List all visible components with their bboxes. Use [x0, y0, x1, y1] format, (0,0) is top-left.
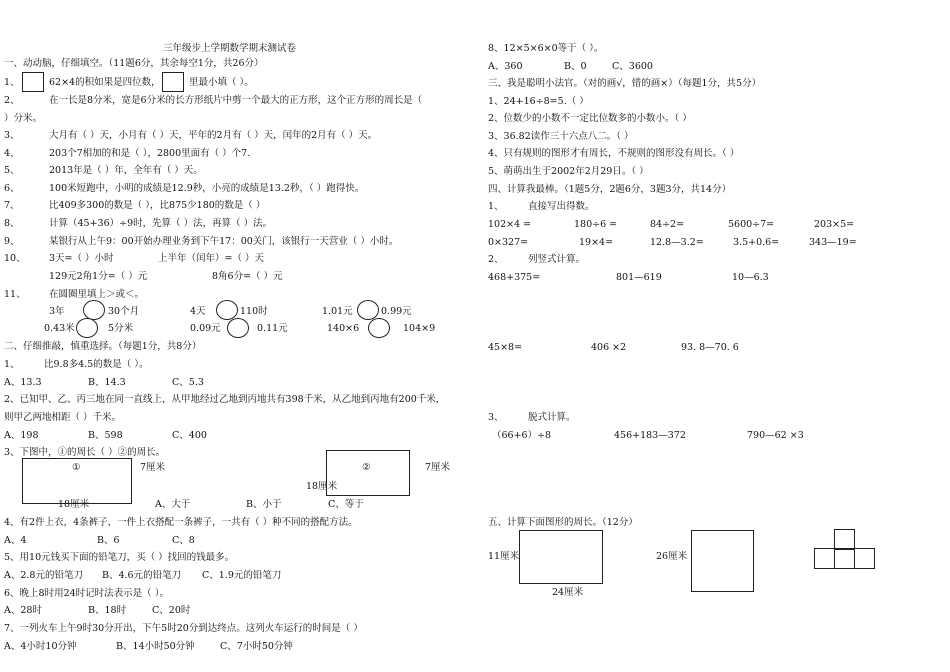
step-calc: （66+6）÷8 [492, 430, 552, 441]
q10-part-c: 129元2角1分=（ ）元 [49, 271, 148, 282]
s4-q3-text: 脱式计算。 [528, 412, 576, 423]
q6-text: 100米短跑中，小明的成绩是12.9秒，小亮的成绩是13.2秒，（ ）跑得快。 [49, 183, 365, 194]
calc-item: 3.5+0.6= [733, 237, 780, 248]
s2-q4-option-a: A、4 [4, 535, 27, 546]
s3-item-5: 5、萌萌出生于2002年2月29日。（ ） [488, 166, 649, 177]
s2-q6-option-c: C、20时 [152, 605, 191, 616]
answer-box [22, 72, 44, 92]
figure-2-length: 18厘米 [306, 481, 338, 492]
s2-q8-option-b: B、0 [564, 61, 587, 72]
s2-q2-text-end: 则甲乙两地相距（ ）千米。 [4, 412, 122, 423]
q1-number: 1、 [4, 77, 20, 88]
q9-number: 9、 [4, 236, 20, 247]
compare-right: 0.99元 [381, 306, 412, 317]
compare-circle [227, 318, 249, 338]
s2-q2-option-b: B、598 [88, 430, 123, 441]
page-title: 三年级步上学期数学期末测试卷 [163, 43, 297, 54]
s2-q3-option-a: A、大于 [155, 499, 191, 510]
q8-number: 8、 [4, 218, 20, 229]
compare-right: 5分米 [108, 323, 134, 334]
s2-q7-option-c: C、7小时50分钟 [220, 641, 293, 652]
q10-part-d: 8角6分=（ ）元 [212, 271, 283, 282]
section-1-heading: 一、动动脑，仔细填空。（11题6分，其余每空1分，共26分） [4, 58, 264, 69]
s4-q3-number: 3、 [488, 412, 504, 423]
s2-q2-option-a: A、198 [4, 430, 39, 441]
q3-text: 大月有（ ）天，小月有（ ）天，平年的2月有（ ）天，闰年的2月有（ ）天。 [49, 130, 378, 141]
calc-item: 12.8—3.2= [650, 237, 704, 248]
s4-q1-number: 1、 [488, 201, 504, 212]
s2-q6-option-a: A、28时 [4, 605, 42, 616]
q8-text: 计算（45+36）÷9时，先算（ ）法，再算（ ）法。 [49, 218, 273, 229]
compare-right: 110时 [240, 306, 268, 317]
calc-item: 203×5= [814, 219, 855, 230]
compare-circle [216, 300, 238, 320]
figure-2-width: 7厘米 [425, 462, 451, 473]
s2-q6-option-b: B、18时 [88, 605, 127, 616]
s3-item-4: 4、只有规则的图形才有周长，不规则的图形没有周长。（ ） [488, 148, 740, 159]
shape-1-length: 24厘米 [552, 587, 584, 598]
calc-item: 102×4 = [488, 219, 532, 230]
compare-circle [76, 318, 98, 338]
s2-q5-text: 5、用10元钱买下面的铅笔刀，买（ ）找回的钱最多。 [4, 552, 235, 563]
compare-left: 1.01元 [322, 306, 353, 317]
q7-number: 7、 [4, 200, 20, 211]
vertical-calc: 406 ×2 [591, 342, 627, 353]
s2-q8-option-c: C、3600 [612, 61, 653, 72]
q10-part-b: 上半年（闰年）=（ ）天 [158, 253, 264, 264]
q11-number: 11、 [4, 289, 26, 300]
s2-q8-option-a: A、360 [488, 61, 523, 72]
vertical-calc: 468+375= [488, 272, 541, 283]
calc-item: 84÷2= [650, 219, 685, 230]
shape-1-rectangle [519, 530, 603, 584]
s2-q4-option-b: B、6 [97, 535, 120, 546]
shape-3-square [854, 548, 875, 569]
s3-item-1: 1、24+16÷8=5.（ ） [488, 96, 589, 107]
compare-left: 3年 [49, 306, 65, 317]
shape-2-square [691, 530, 754, 592]
s3-item-2: 2、位数少的小数不一定比位数多的小数小。（ ） [488, 113, 692, 124]
compare-right: 30个月 [108, 306, 140, 317]
q4-text: 203个7相加的和是（ ），2800里面有（ ）个7. [49, 148, 251, 159]
compare-right: 0.11元 [257, 323, 288, 334]
s2-q2-option-c: C、400 [172, 430, 207, 441]
s2-q3-option-c: C、等于 [328, 499, 364, 510]
vertical-calc: 10—6.3 [732, 272, 769, 283]
s2-q4-text: 4、有2件上衣，4条裤子，一件上衣搭配一条裤子，一共有（ ）种不同的搭配方法。 [4, 517, 358, 528]
step-calc: 790—62 ×3 [747, 430, 804, 441]
q5-number: 5、 [4, 165, 20, 176]
shape-2-side: 26厘米 [656, 551, 688, 562]
answer-box [162, 72, 184, 92]
compare-left: 0.09元 [190, 323, 221, 334]
s2-q1-option-c: C、5.3 [172, 377, 204, 388]
s2-q1-text: 比9.8多4.5的数是（ ）。 [44, 359, 149, 370]
shape-3-square [814, 548, 835, 569]
q10-number: 10、 [4, 253, 26, 264]
q6-number: 6、 [4, 183, 20, 194]
compare-left: 4天 [190, 306, 206, 317]
s2-q5-option-c: C、1.9元的铅笔刀 [202, 570, 282, 581]
calc-item: 180÷6 = [574, 219, 618, 230]
s3-item-3: 3、36.82读作三十六点八二。（ ） [488, 131, 634, 142]
q2-number: 2、 [4, 95, 20, 106]
s2-q7-option-a: A、4小时10分钟 [4, 641, 77, 652]
s2-q6-text: 6、晚上8时用24时记时法表示是（ ）。 [4, 588, 169, 599]
q3-number: 3、 [4, 130, 20, 141]
vertical-calc: 801—619 [616, 272, 662, 283]
q2-text: 在一长是8分米，宽是6分米的长方形纸片中剪一个最大的正方形，这个正方形的周长是（ [49, 95, 423, 106]
section-4-heading: 四、计算我最棒。（1题5分，2题6分，3题3分，共14分） [488, 184, 732, 195]
figure-2-label: ② [362, 462, 371, 473]
q7-text: 比409多300的数是（ ），比875少180的数是（ ） [49, 200, 266, 211]
vertical-calc: 93. 8—70. 6 [681, 342, 739, 353]
s2-q5-option-b: B、4.6元的铅笔刀 [102, 570, 182, 581]
s2-q2-text: 2、已知甲、乙、丙三地在同一直线上，从甲地经过乙地到丙地共有398千米，从乙地到丙地有200千米， [4, 394, 446, 405]
compare-right: 104×9 [403, 323, 436, 334]
shape-1-width: 11厘米 [488, 551, 520, 562]
calc-item: 19×4= [579, 237, 614, 248]
s2-q1-option-b: B、14.3 [88, 377, 126, 388]
s2-q7-text: 7、一列火车上午9时30分开出，下午5时20分到达终点。这列火车运行的时间是（ ） [4, 623, 363, 634]
s4-q2-number: 2、 [488, 254, 504, 265]
section-3-heading: 三、我是聪明小法官。（对的画√，错的画×）（每题1分，共5分） [488, 78, 762, 89]
s2-q8-text: 8、12×5×6×0等于（ ）。 [488, 43, 604, 54]
q5-text: 2013年是（ ）年，全年有（ ）天。 [49, 165, 203, 176]
compare-circle [357, 300, 379, 320]
q4-number: 4、 [4, 148, 20, 159]
s4-q2-text: 列竖式计算。 [528, 254, 586, 265]
s4-q1-text: 直接写出得数。 [528, 201, 595, 212]
q10-part-a: 3天=（ ）小时 [49, 253, 114, 264]
compare-circle [83, 300, 105, 320]
compare-left: 0.43米 [44, 323, 75, 334]
compare-circle [368, 318, 390, 338]
figure-1-length: 18厘米 [58, 499, 90, 510]
s2-q7-option-b: B、14小时50分钟 [116, 641, 195, 652]
q1-text: 62×4的积如果是四位数， [49, 77, 161, 88]
s2-q3-option-b: B、小于 [246, 499, 282, 510]
step-calc: 456+183—372 [614, 430, 686, 441]
calc-item: 0×327= [488, 237, 529, 248]
figure-1-width: 7厘米 [140, 462, 166, 473]
calc-item: 343—19= [809, 237, 857, 248]
calc-item: 5600÷7= [728, 219, 775, 230]
vertical-calc: 45×8= [488, 342, 523, 353]
s2-q1-option-a: A、13.3 [4, 377, 42, 388]
figure-1-label: ① [72, 462, 81, 473]
s2-q1-number: 1、 [4, 359, 20, 370]
q2-text-end: ）分米。 [4, 113, 43, 124]
s2-q4-option-c: C、8 [172, 535, 195, 546]
compare-left: 140×6 [327, 323, 360, 334]
s2-q5-option-a: A、2.8元的铅笔刀 [4, 570, 83, 581]
shape-3-square [834, 529, 855, 550]
section-2-heading: 二、仔细推敲，慎重选择。（每题1分，共8分） [4, 341, 202, 352]
section-5-heading: 五、计算下面图形的周长。（12分） [488, 517, 638, 528]
q11-text: 在圆圈里填上＞或＜。 [49, 289, 145, 300]
q9-text: 某银行从上午9：00开始办理业务到下午17：00关门，该银行一天营业（ ）小时。 [49, 236, 399, 247]
s2-q3-text: 3、下图中，①的周长（ ）②的周长。 [4, 447, 166, 458]
shape-3-square [834, 548, 855, 569]
q1-text-end: 里最小填（ ）。 [189, 77, 254, 88]
